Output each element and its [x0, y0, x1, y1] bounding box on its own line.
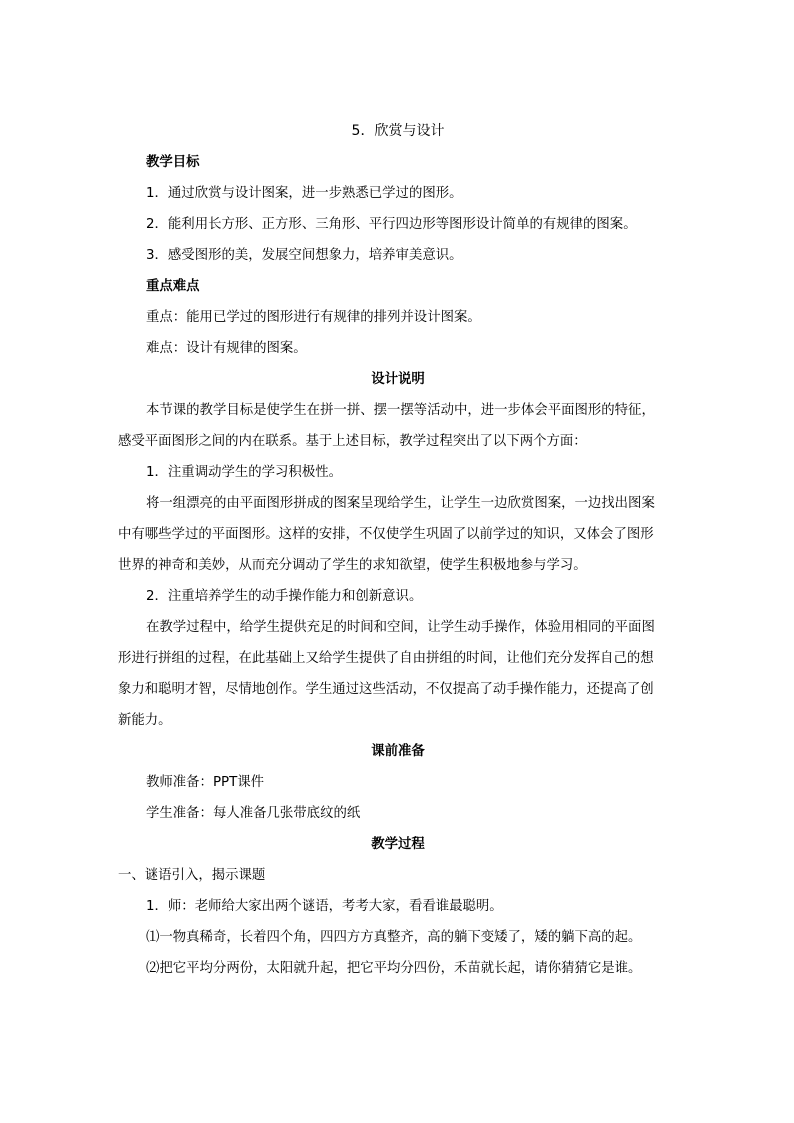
- design-intro-line: 感受平面图形之间的内在联系。基于上述目标，教学过程突出了以下两个方面：: [118, 434, 587, 449]
- process-section-title: 一、谜语引入，揭示课题: [118, 868, 266, 883]
- design-point2-title: 2．注重培养学生的动手操作能力和创新意识。: [146, 589, 423, 604]
- student-prep: 学生准备：每人准备几张带底纹的纸: [146, 806, 361, 821]
- process-step: 1．师：老师给大家出两个谜语，考考大家，看看谁最聪明。: [146, 899, 503, 914]
- design-point1-title: 1．注重调动学生的学习积极性。: [146, 465, 342, 480]
- page-title: 5．欣赏与设计: [351, 123, 445, 139]
- goal-item: 1．通过欣赏与设计图案，进一步熟悉已学过的图形。: [146, 186, 463, 201]
- design-point1-line: 世界的神奇和美妙，从而充分调动了学生的求知欲望，使学生积极地参与学习。: [118, 558, 587, 573]
- document-body: [118, 116, 678, 984]
- process-heading: 教学过程: [371, 837, 425, 852]
- design-intro-line: 本节课的教学目标是使学生在拼一拼、摆一摆等活动中，进一步体会平面图形的特征，: [146, 403, 655, 418]
- riddle-item: ⑵把它平均分两份，太阳就升起，把它平均分四份，禾苗就长起，请你猜猜它是谁。: [146, 961, 642, 976]
- design-point2-line: 在教学过程中，给学生提供充足的时间和空间，让学生动手操作，体验用相同的平面图: [146, 620, 655, 635]
- key-points-heading: 重点难点: [146, 279, 200, 294]
- prep-heading: 课前准备: [371, 744, 425, 759]
- goals-heading: 教学目标: [146, 155, 200, 170]
- riddle-item: ⑴一物真稀奇，长着四个角，四四方方真整齐，高的躺下变矮了，矮的躺下高的起。: [146, 930, 642, 945]
- difficulty-text: 难点：设计有规律的图案。: [146, 341, 307, 356]
- focus-text: 重点：能用已学过的图形进行有规律的排列并设计图案。: [146, 310, 481, 325]
- goal-item: 3．感受图形的美，发展空间想象力，培养审美意识。: [146, 248, 463, 263]
- goal-item: 2．能利用长方形、正方形、三角形、平行四边形等图形设计简单的有规律的图案。: [146, 217, 637, 232]
- design-point2-line: 形进行拼组的过程，在此基础上又给学生提供了自由拼组的时间，让他们充分发挥自己的想: [118, 651, 654, 666]
- design-heading: 设计说明: [371, 372, 425, 387]
- design-point2-line: 新能力。: [118, 713, 172, 728]
- teacher-prep: 教师准备：PPT课件: [146, 775, 265, 790]
- design-point1-line: 中有哪些学过的平面图形。这样的安排，不仅使学生巩固了以前学过的知识，又体会了图形: [118, 527, 654, 542]
- design-point2-line: 象力和聪明才智，尽情地创作。学生通过这些活动，不仅提高了动手操作能力，还提高了创: [118, 682, 654, 697]
- design-point1-line: 将一组漂亮的由平面图形拼成的图案呈现给学生，让学生一边欣赏图案，一边找出图案: [146, 496, 655, 511]
